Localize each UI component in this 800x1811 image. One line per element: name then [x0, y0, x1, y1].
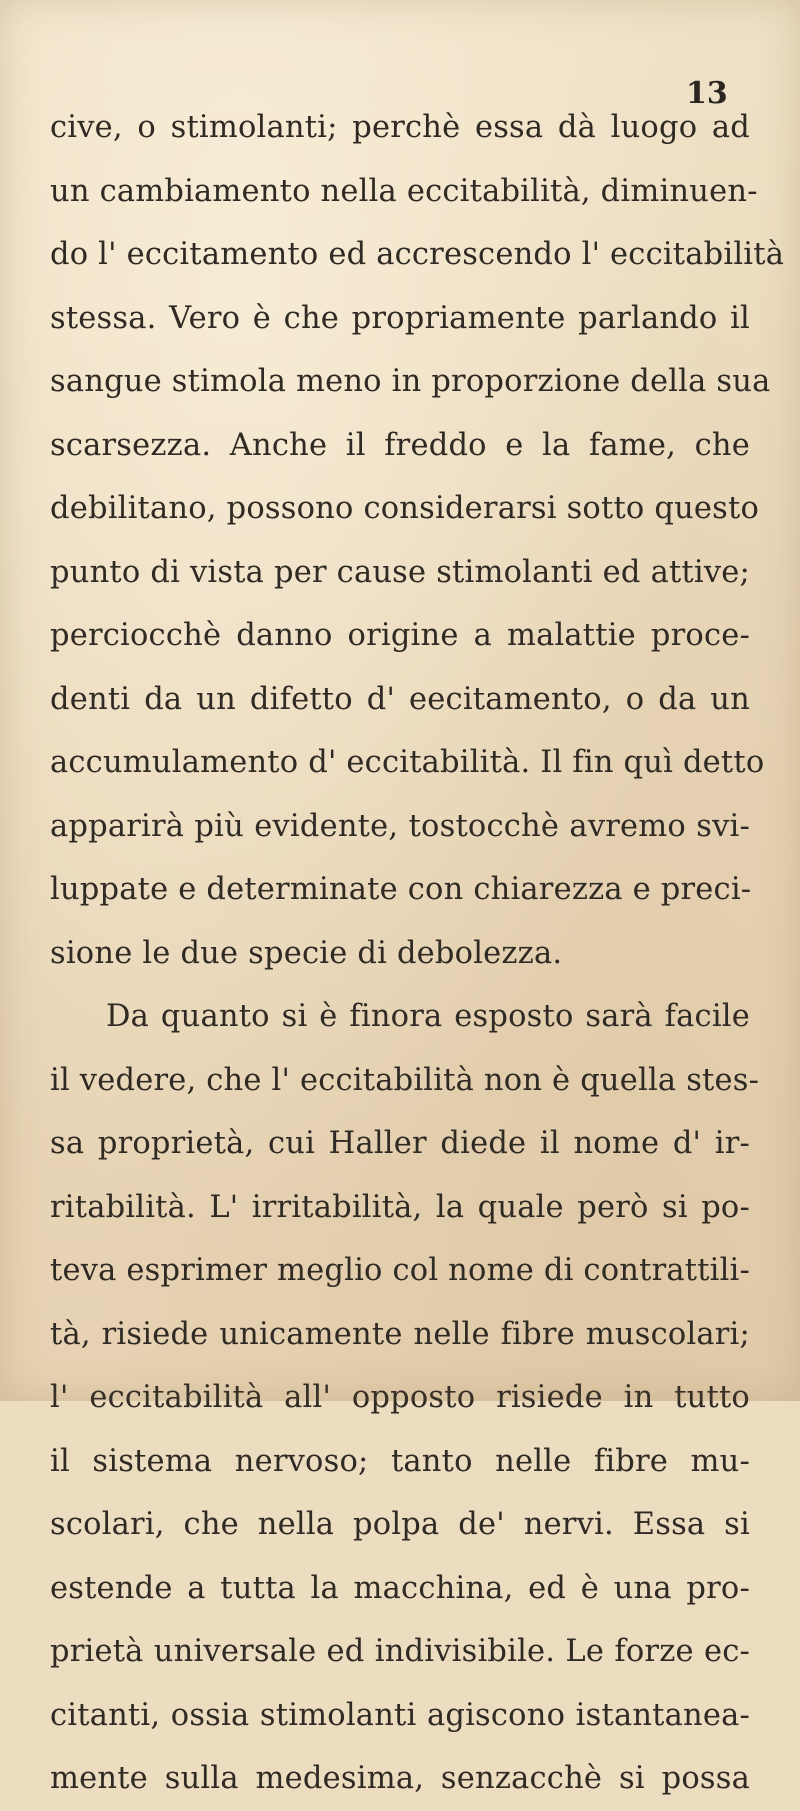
text-line: tà, risiede unicamente nelle fibre muscolari; — [50, 1316, 750, 1352]
text-line: prietà universale ed indivisibile. Le forze ec- — [50, 1634, 750, 1669]
text-line: l' eccitabilità all' opposto risiede in tutto — [50, 1380, 750, 1415]
text-line: stessa. Vero è che propriamente parlando il — [50, 300, 750, 336]
text-line: scarsezza. Anche il freddo e la fame, che — [50, 427, 750, 463]
text-line: debilitano, possono considerarsi sotto questo — [50, 491, 760, 526]
text-line: sangue stimola meno in proporzione della sua — [50, 364, 771, 399]
text-line: il sistema nervoso; tanto nelle fibre mu- — [50, 1443, 750, 1479]
text-line: denti da un difetto d' eecitamento, o da un — [50, 681, 750, 717]
text-line: un cambiamento nella eccitabilità, diminuen- — [50, 173, 758, 209]
text-line: teva esprimer meglio col nome di contrattili- — [50, 1253, 751, 1288]
text-line: do l' eccitamento ed accrescendo l' eccitabilità — [50, 237, 785, 272]
text-line: luppate e determinate con chiarezza e preci- — [50, 872, 752, 907]
text-line: perciocchè danno origine a malattie proce- — [50, 618, 750, 653]
text-line: estende a tutta la macchina, ed è una pro- — [50, 1570, 750, 1606]
text-line: citanti, ossia stimolanti agiscono istantanea- — [50, 1697, 750, 1733]
text-line: il vedere, che l' eccitabilità non è quella stes- — [50, 1062, 760, 1098]
text-line: punto di vista per cause stimolanti ed attive; — [50, 554, 750, 590]
text-line: sione le due specie di debolezza. — [50, 935, 563, 971]
body-text — [50, 96, 785, 1811]
text-line: Da quanto si è finora esposto sarà facile — [106, 999, 750, 1034]
text-line: sa proprietà, cui Haller diede il nome d' ir- — [50, 1126, 750, 1161]
page-number: 13 — [686, 76, 728, 111]
text-line: ritabilità. L' irritabilità, la quale però si po- — [50, 1189, 750, 1225]
text-line: cive, o stimolanti; perchè essa dà luogo ad — [50, 110, 750, 145]
text-line: scolari, che nella polpa de' nervi. Essa si — [50, 1507, 750, 1542]
text-line: accumulamento d' eccitabilità. Il fin quì detto — [50, 745, 765, 780]
text-line: apparirà più evidente, tostocchè avremo svi- — [50, 808, 750, 844]
text-line: mente sulla medesima, senzacchè si possa — [50, 1761, 750, 1796]
